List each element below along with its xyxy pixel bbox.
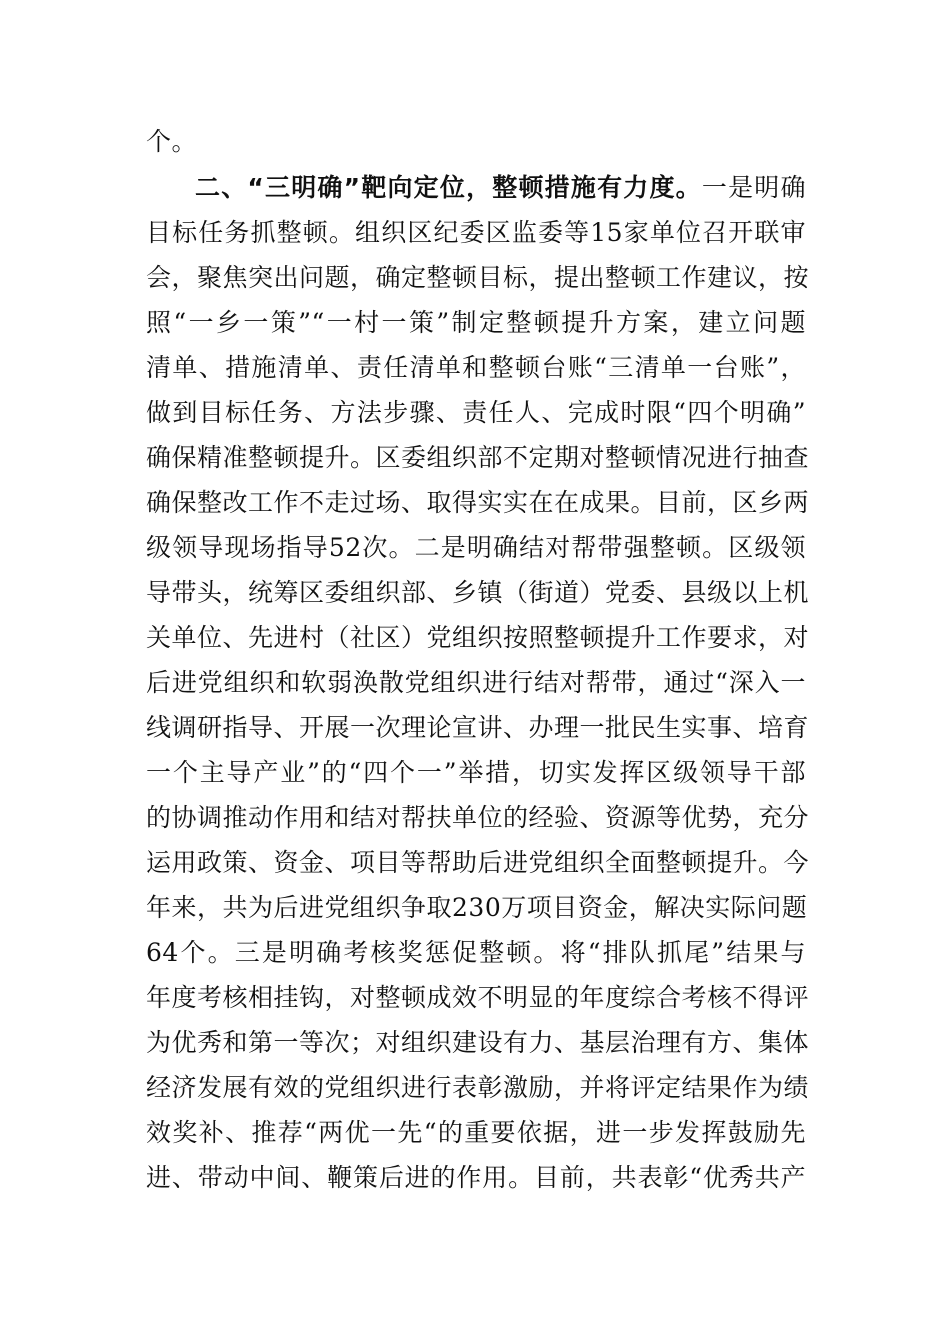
section-heading: “三明确”靶向定位，整顿措施有力度。 [247,173,702,202]
text-line: 经济发展有效的党组织进行表彰激励，并将评定结果作为绩 [146,1073,810,1102]
text-line: 照“一乡一策”“一村一策”制定整顿提升方案，建立问题 [146,308,806,337]
text-line: 的协调推动作用和结对帮扶单位的经验、资源等优势，充分 [146,803,810,832]
text-line: 清单、措施清单、责任清单和整顿台账“三清单一台账”， [146,353,806,382]
text-line: 线调研指导、开展一次理论宣讲、办理一批民生实事、培育 [146,713,810,742]
text-line: 级领导现场指导52次。二是明确结对帮带强整顿。区级领 [146,533,806,562]
text-line: 做到目标任务、方法步骤、责任人、完成时限“四个明确” [146,398,806,427]
text-line: 确保整改工作不走过场、取得实实在在成果。目前，区乡两 [146,488,810,517]
text-line: 效奖补、推荐“两优一先“的重要依据，进一步发挥鼓励先 [146,1118,806,1147]
text-line: 关单位、先进村（社区）党组织按照整顿提升工作要求，对 [146,623,810,652]
text-segment: 一是明确 [701,173,806,202]
section-number: 二、 [195,173,248,202]
text-line: 确保精准整顿提升。区委组织部不定期对整顿情况进行抽查 [146,443,810,472]
text-line: 年来，共为后进党组织争取230万项目资金，解决实际问题 [146,893,808,922]
text-line: 会，聚焦突出问题，确定整顿目标，提出整顿工作建议，按 [146,263,810,292]
text-line: 年度考核相挂钩，对整顿成效不明显的年度综合考核不得评 [146,983,810,1012]
section-heading-line [195,172,806,204]
text-line: 64个。三是明确考核奖惩促整顿。将“排队抓尾”结果与 [146,938,807,967]
text-line: 目标任务抓整顿。组织区纪委区监委等15家单位召开联审 [146,218,806,247]
text-line: 导带头，统筹区委组织部、乡镇（街道）党委、县级以上机 [146,578,810,607]
text-line: 个。 [146,127,198,156]
text-line: 后进党组织和软弱涣散党组织进行结对帮带，通过“深入一 [146,668,806,697]
text-line: 一个主导产业”的“四个一”举措，切实发挥区级领导干部 [146,758,806,787]
text-line: 运用政策、资金、项目等帮助后进党组织全面整顿提升。今 [146,848,810,877]
text-line: 进、带动中间、鞭策后进的作用。目前，共表彰“优秀共产 [146,1163,806,1192]
text-line: 为优秀和第一等次；对组织建设有力、基层治理有方、集体 [146,1028,810,1057]
